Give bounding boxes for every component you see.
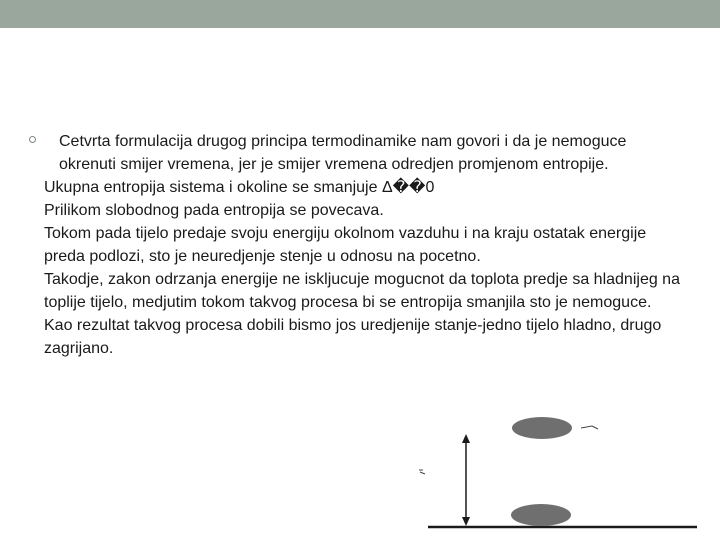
- paragraph-free-fall: Prilikom slobodnog pada entropija se povecava.: [44, 202, 384, 219]
- height-arrow-head-top: [462, 434, 470, 443]
- paragraph-entropy-decrease: Ukupna entropija sistema i okoline se smanjuje Δ��0: [44, 179, 435, 196]
- paragraph-energy-transfer: Tokom pada tijelo predaje svoju energiju okolnom vazduhu i na kraju ostatak energije preda podlozi, sto je neuredjenje stenje u odnosu na pocetno.: [44, 225, 647, 265]
- paragraph-heat-transfer: Takodje, zakon odrzanja energije ne iskljucuje mogucnot da toplota predje sa hladnijeg na toplije tijelo, medjutim tokom takvog procesa bi se entropija smanjila sto je nemoguce.: [44, 271, 680, 311]
- body-bottom-shape: [511, 504, 571, 526]
- paragraph-result: Kao rezultat takvog procesa dobili bismo jos uredjenije stanje-jedno tijelo hladno, drugo zagrijano.: [44, 317, 662, 357]
- body-top-shape: [512, 417, 572, 439]
- label-mark-top: [581, 426, 598, 429]
- label-mark-height: [419, 470, 425, 474]
- height-arrow-head-bottom: [462, 517, 470, 526]
- bullet-text: Cetvrta formulacija drugog principa termodinamike nam govori i da je nemoguce okrenuti smijer vremena, jer je smijer vremena odredjen promjenom entropije.: [59, 133, 627, 173]
